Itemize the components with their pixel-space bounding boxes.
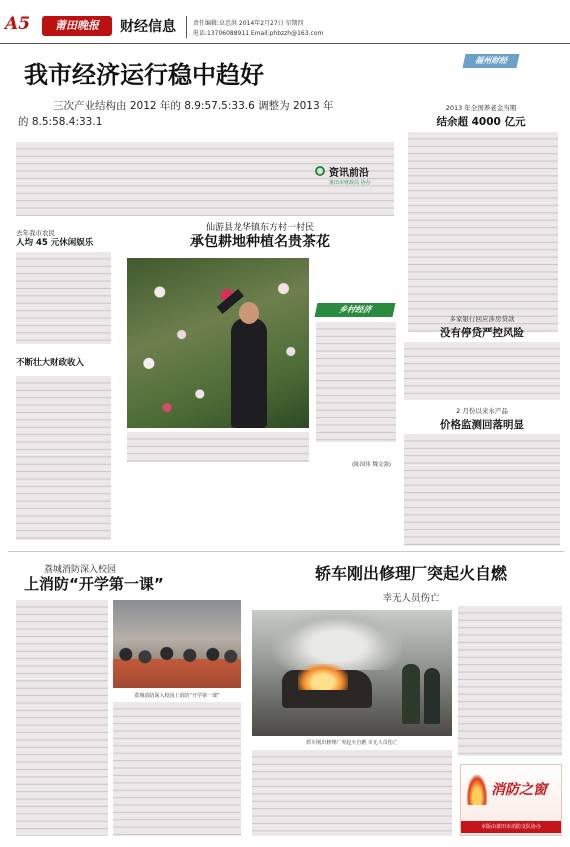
news-box-sub: 莆田市财政局 协办 bbox=[329, 180, 371, 186]
car-fire-body bbox=[458, 606, 562, 756]
feature-photo bbox=[127, 258, 309, 428]
feature-caption-lines bbox=[127, 432, 309, 462]
brief1-body bbox=[16, 252, 111, 344]
price-body bbox=[404, 434, 560, 546]
brief2-body bbox=[16, 376, 111, 540]
lead-deck-line2: 的 8.5:58.4:33.1 bbox=[18, 116, 103, 128]
fire-edu-headline: 上消防“开学第一课” bbox=[24, 575, 164, 593]
right-top-box bbox=[402, 52, 564, 292]
bank-sub: 多家银行回应涉房贷款 bbox=[449, 315, 515, 323]
car-fire-caption: 轿车刚出修理厂突起火自燃 幸无人员伤亡 bbox=[306, 740, 398, 746]
farmer-figure bbox=[231, 318, 267, 428]
feature-body bbox=[316, 322, 396, 442]
feature-headline: 承包耕地种植名贵茶花 bbox=[190, 234, 330, 250]
news-box-title: 资讯前沿 bbox=[329, 168, 369, 179]
fire-edu-kicker: 荔城消防深入校园 bbox=[44, 565, 117, 575]
section-title: 财经信息 bbox=[120, 19, 176, 35]
car-fire-headline: 轿车刚出修理厂突起火自燃 bbox=[314, 564, 507, 583]
feature-byline: (陈国伟 魏文强) bbox=[352, 462, 392, 468]
contact-line: 电话:13706088911 Email:phbzzh@163.com bbox=[193, 30, 324, 37]
flame-icon bbox=[467, 775, 487, 805]
news-box bbox=[311, 160, 397, 208]
firefighter-2 bbox=[424, 668, 440, 724]
price-headline: 价格监测回落明显 bbox=[440, 419, 524, 431]
page-number: A5 bbox=[5, 14, 31, 34]
bank-body bbox=[404, 342, 560, 400]
fire-edu-photo bbox=[113, 600, 241, 688]
students-group bbox=[113, 640, 241, 688]
brief2-headline: 不断壮大财政收入 bbox=[16, 358, 85, 368]
smoke bbox=[272, 610, 402, 670]
right-top-sub: 2013 年全国养老金当期 bbox=[445, 104, 517, 112]
lead-deck-line1: 三次产业结构由 2012 年的 8.9:57.5:33.6 调整为 2013 年 bbox=[53, 100, 334, 112]
lead-headline: 我市经济运行稳中趋好 bbox=[24, 61, 264, 89]
fire-edu-body bbox=[113, 702, 241, 836]
car-fire-sub: 幸无人员伤亡 bbox=[382, 593, 440, 604]
masthead-logo: 莆田晚报 bbox=[42, 16, 112, 36]
editor-line: 责任编辑:卓忠洪 2014年2月27日 星期四 bbox=[193, 20, 304, 27]
fire-edu-body-left bbox=[16, 600, 108, 836]
header-divider bbox=[186, 16, 187, 38]
car-fire-body-lower bbox=[252, 750, 452, 836]
brief1-headline: 人均 45 元休闲娱乐 bbox=[16, 238, 94, 248]
car-flames bbox=[298, 664, 348, 690]
news-box-icon bbox=[315, 166, 325, 176]
camellia-flowers bbox=[127, 258, 309, 428]
feature-kicker: 仙游县龙华镇东方村一村民 bbox=[205, 223, 314, 233]
fire-window-logo-sub: 本版由莆田市消防支队协办 bbox=[461, 821, 561, 833]
feature-tag: 乡村经济 bbox=[315, 303, 396, 317]
section-divider bbox=[8, 551, 564, 552]
fire-window-logo-text: 消防之窗 bbox=[491, 782, 547, 798]
bank-headline: 没有停贷严控风险 bbox=[440, 327, 524, 339]
fire-window-logo bbox=[460, 764, 562, 836]
price-sub: 2 月份以来水产品 bbox=[456, 407, 508, 415]
right-top-tag: 福州财经 bbox=[463, 54, 520, 68]
right-top-body bbox=[408, 132, 558, 332]
page-header bbox=[0, 0, 570, 44]
right-top-headline: 结余超 4000 亿元 bbox=[436, 116, 526, 128]
lead-body-col bbox=[16, 142, 76, 216]
brief1-title: 去年我市农民 bbox=[16, 229, 55, 237]
firefighter bbox=[402, 664, 420, 724]
car-fire-photo bbox=[252, 610, 452, 736]
farmer-head bbox=[239, 302, 259, 324]
fire-edu-caption: 荔城消防深入校园上消防“开学第一课” bbox=[134, 693, 220, 699]
